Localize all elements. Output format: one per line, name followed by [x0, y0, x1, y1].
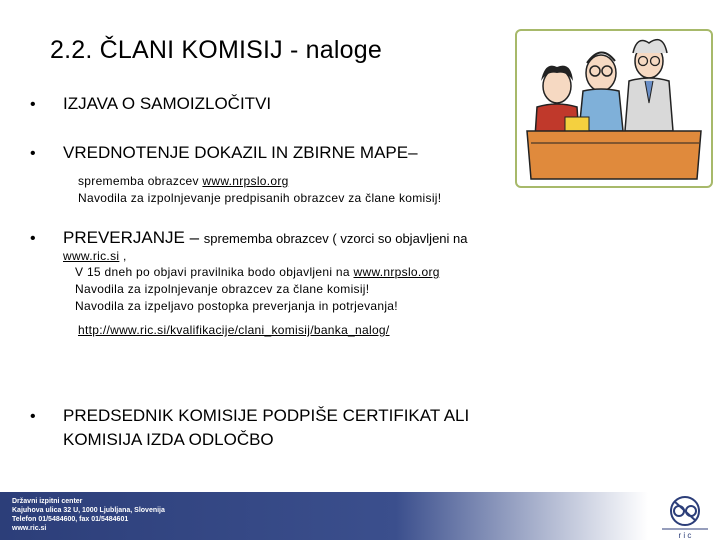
- footer-line: Telefon 01/5484600, fax 01/5484601: [12, 516, 129, 523]
- sub-line-sprememba: [78, 173, 289, 189]
- bullet-marker: •: [30, 145, 36, 162]
- bullet-predsednik: [63, 404, 469, 452]
- bullet-samoizlocitev: IZJAVA O SAMOIZLOČITVI: [63, 94, 272, 113]
- footer-line: Kajuhova ulica 32 U, 1000 Ljubljana, Slovenija: [12, 507, 165, 514]
- ric-logo-text: r i c: [678, 531, 692, 540]
- footer-address: [12, 497, 165, 533]
- sub-line-navodila-postopek: Navodila za izpeljavo postopka preverjanja in potrjevanja!: [75, 299, 398, 313]
- bullet-vrednotenje: VREDNOTENJE DOKAZIL IN ZBIRNE MAPE–: [63, 143, 418, 162]
- link-nrpslo[interactable]: www.nrpslo.org: [353, 265, 440, 279]
- link-ric[interactable]: www.ric.si: [63, 249, 120, 263]
- sub-text: V 15 dneh po objavi pravilnika bodo objavljeni na: [75, 265, 354, 279]
- bullet-marker: •: [30, 230, 36, 247]
- ric-logo: [652, 493, 718, 540]
- bullet-predsednik-line2: KOMISIJA IZDA ODLOČBO: [63, 430, 274, 449]
- sub-text: sprememba obrazcev: [78, 174, 203, 188]
- footer-line: www.ric.si: [12, 525, 47, 532]
- link-banka-nalog[interactable]: http://www.ric.si/kvalifikacije/clani_komisij/banka_nalog/: [78, 323, 390, 337]
- sub-line-15-dneh: [75, 264, 440, 280]
- sub-line-ric: [63, 248, 127, 264]
- bullet-marker: •: [30, 96, 36, 113]
- sub-line-navodila-obrazci: Navodila za izpolnjevanje obrazcev za člane komisij!: [75, 282, 370, 296]
- link-nrpslo[interactable]: www.nrpslo.org: [202, 174, 289, 188]
- page-title: 2.2. ČLANI KOMISIJ - naloge: [50, 36, 382, 64]
- bullet-predsednik-line1: PREDSEDNIK KOMISIJE PODPIŠE CERTIFIKAT ALI: [63, 406, 470, 425]
- footer-line: Državni izpitni center: [12, 498, 83, 505]
- bullet-preverjanje-label: PREVERJANJE –: [63, 228, 204, 247]
- bullet-preverjanje-inline: sprememba obrazcev ( vzorci so objavljeni na: [203, 231, 468, 246]
- bullet-marker: •: [30, 408, 36, 425]
- commission-illustration: [515, 29, 713, 188]
- sub-line-navodila: Navodila za izpolnjevanje predpisanih obrazcev za člane komisij!: [78, 191, 442, 205]
- sub-text: ,: [119, 249, 127, 263]
- sub-line-url: [78, 322, 390, 338]
